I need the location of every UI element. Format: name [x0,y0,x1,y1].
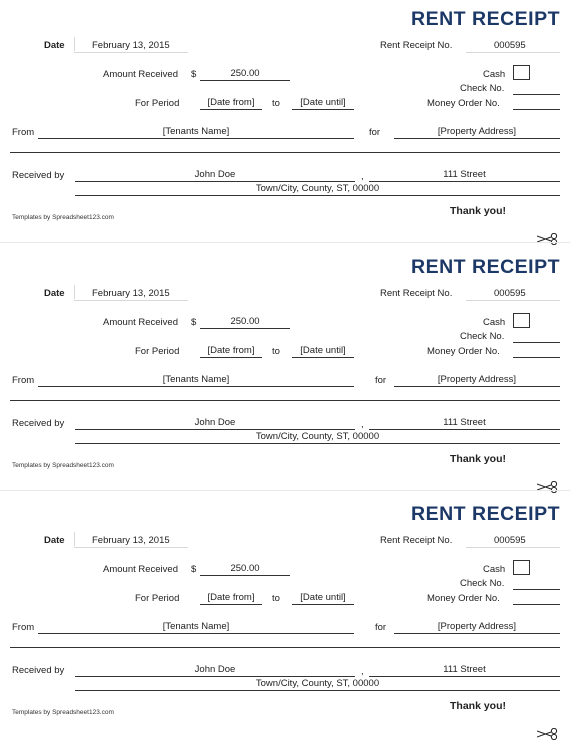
date-from-underline [200,357,262,358]
receipt-no-underline [466,547,560,548]
city-underline [75,443,560,444]
date-divider [74,285,75,299]
date-underline [74,52,188,53]
receipt-no-label: Rent Receipt No. [380,535,453,546]
section-divider [10,647,560,648]
check-no-label: Check No. [460,83,505,94]
money-order-field[interactable] [513,109,560,110]
for-label: for [375,375,387,386]
to-label: to [272,98,280,109]
receipt-no-underline [466,300,560,301]
comma-separator: , [361,419,364,430]
amount-value[interactable]: 250.00 [230,316,260,327]
date-value[interactable]: February 13, 2015 [92,535,170,546]
date-until-value[interactable]: [Date until] [300,345,346,356]
street-underline [369,676,560,677]
date-value[interactable]: February 13, 2015 [92,40,170,51]
period-label: For Period [135,98,180,109]
date-until-value[interactable]: [Date until] [300,592,346,603]
receiver-underline [75,429,355,430]
template-credit: Templates by Spreadsheet123.com [12,214,114,221]
money-order-field[interactable] [513,604,560,605]
currency-symbol: $ [191,69,197,80]
thank-you-text: Thank you! [450,205,507,217]
currency-symbol: $ [191,564,197,575]
receipt-no-label: Rent Receipt No. [380,40,453,51]
tenant-underline [38,633,354,634]
date-label: Date [44,535,65,546]
period-label: For Period [135,346,180,357]
section-divider [10,152,560,153]
property-underline [394,386,560,387]
template-credit: Templates by Spreadsheet123.com [12,709,114,716]
date-from-value[interactable]: [Date from] [207,97,255,108]
date-from-value[interactable]: [Date from] [207,592,255,603]
date-divider [74,532,75,546]
period-label: For Period [135,593,180,604]
check-no-label: Check No. [460,578,505,589]
cash-checkbox[interactable] [513,65,530,80]
comma-separator: , [361,666,364,677]
property-address[interactable]: [Property Address] [437,621,517,632]
street-address[interactable]: 111 Street [443,417,486,428]
city-line[interactable]: Town/City, County, ST, 00000 [255,678,380,689]
section-divider [10,400,560,401]
tenant-name[interactable]: [Tenants Name] [162,621,230,632]
tenant-underline [38,138,354,139]
check-no-field[interactable] [513,94,560,95]
money-order-label: Money Order No. [427,346,500,357]
tenant-name[interactable]: [Tenants Name] [162,126,230,137]
rent-receipt-1 [0,0,570,247]
amount-underline [200,328,290,329]
for-label: for [375,622,387,633]
amount-label: Amount Received [103,69,178,80]
scissors-icon [537,728,559,740]
money-order-label: Money Order No. [427,593,500,604]
amount-value[interactable]: 250.00 [230,563,260,574]
receipt-title: RENT RECEIPT [410,503,560,525]
cut-line [0,490,570,491]
scissors-icon [537,233,559,245]
from-label: From [12,375,35,386]
amount-value[interactable]: 250.00 [230,68,260,79]
street-underline [369,181,560,182]
receipt-title: RENT RECEIPT [410,256,560,278]
tenant-underline [38,386,354,387]
rent-receipt-3 [0,495,570,742]
property-address[interactable]: [Property Address] [437,126,517,137]
receipt-no-value[interactable]: 000595 [494,40,526,51]
amount-label: Amount Received [103,317,178,328]
check-no-field[interactable] [513,589,560,590]
cash-label: Cash [483,564,506,575]
received-by-label: Received by [12,170,65,181]
cash-label: Cash [483,317,506,328]
date-value[interactable]: February 13, 2015 [92,288,170,299]
from-label: From [12,622,35,633]
amount-underline [200,575,290,576]
amount-underline [200,80,290,81]
street-address[interactable]: 111 Street [443,664,486,675]
city-line[interactable]: Town/City, County, ST, 00000 [255,431,380,442]
date-until-value[interactable]: [Date until] [300,97,346,108]
city-line[interactable]: Town/City, County, ST, 00000 [255,183,380,194]
check-no-field[interactable] [513,342,560,343]
receiver-name[interactable]: John Doe [194,417,236,428]
date-until-underline [292,604,354,605]
date-divider [74,37,75,51]
property-address[interactable]: [Property Address] [437,374,517,385]
receipt-no-value[interactable]: 000595 [494,288,526,299]
property-underline [394,633,560,634]
date-underline [74,300,188,301]
rent-receipt-2 [0,248,570,495]
to-label: to [272,593,280,604]
tenant-name[interactable]: [Tenants Name] [162,374,230,385]
date-until-underline [292,109,354,110]
cash-checkbox[interactable] [513,560,530,575]
date-from-value[interactable]: [Date from] [207,345,255,356]
date-until-underline [292,357,354,358]
receipt-no-label: Rent Receipt No. [380,288,453,299]
money-order-field[interactable] [513,357,560,358]
property-underline [394,138,560,139]
money-order-label: Money Order No. [427,98,500,109]
receiver-underline [75,181,355,182]
amount-label: Amount Received [103,564,178,575]
date-from-underline [200,109,262,110]
currency-symbol: $ [191,317,197,328]
cash-checkbox[interactable] [513,313,530,328]
street-address[interactable]: 111 Street [443,169,486,180]
date-label: Date [44,288,65,299]
receiver-underline [75,676,355,677]
comma-separator: , [361,171,364,182]
scissors-icon [537,481,559,493]
receiver-name[interactable]: John Doe [194,664,236,675]
city-underline [75,195,560,196]
cut-line [0,242,570,243]
to-label: to [272,346,280,357]
receipt-no-value[interactable]: 000595 [494,535,526,546]
template-credit: Templates by Spreadsheet123.com [12,462,114,469]
for-label: for [369,127,381,138]
city-underline [75,690,560,691]
thank-you-text: Thank you! [450,700,507,712]
check-no-label: Check No. [460,331,505,342]
receipt-title: RENT RECEIPT [410,8,560,30]
receiver-name[interactable]: John Doe [194,169,236,180]
date-underline [74,547,188,548]
from-label: From [12,127,35,138]
date-label: Date [44,40,65,51]
received-by-label: Received by [12,418,65,429]
date-from-underline [200,604,262,605]
receipt-no-underline [466,52,560,53]
street-underline [369,429,560,430]
cash-label: Cash [483,69,506,80]
received-by-label: Received by [12,665,65,676]
thank-you-text: Thank you! [450,453,507,465]
